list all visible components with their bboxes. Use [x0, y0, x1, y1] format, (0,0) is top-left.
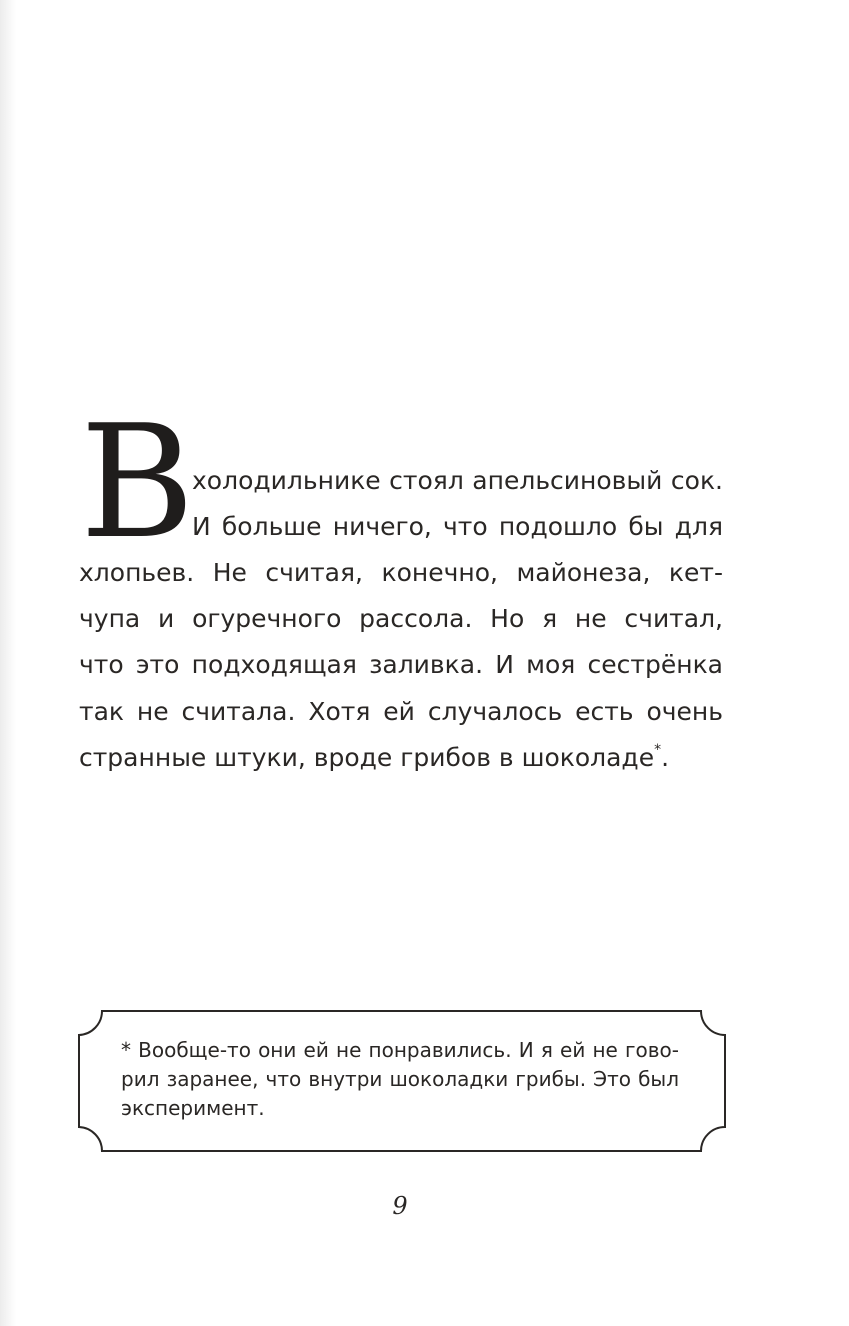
footnote-line-1: * Вообще-то они ей не понравились. И я ей не гово-: [121, 1038, 679, 1062]
body-line-4: чупа и огуречного рассола. Но я не считал,: [79, 604, 723, 633]
page-number: 9: [392, 1192, 408, 1220]
sentence-end: .: [661, 743, 670, 772]
body-line-7-text: странные штуки, вроде грибов в шоколаде: [79, 743, 655, 772]
footnote-line-2: рил заранее, что внутри шоколадки грибы. Это был: [121, 1067, 679, 1091]
body-line-5: что это подходящая заливка. И моя сестрёнка: [79, 650, 723, 679]
body-line-2: И больше ничего, что подошло бы для: [192, 512, 723, 541]
page-edge-shadow: [0, 0, 16, 1326]
body-line-6: так не считала. Хотя ей случалось есть очень: [79, 697, 723, 726]
body-line-1: холодильнике стоял апельсиновый сок.: [192, 466, 723, 495]
body-line-3: хлопьев. Не считая, конечно, майонеза, кет-: [79, 558, 723, 587]
drop-cap: В: [80, 391, 195, 573]
body-line-7: [79, 743, 723, 773]
footnote-line-3: эксперимент.: [121, 1096, 265, 1120]
footnote-reference[interactable]: *: [654, 742, 662, 758]
footnote: [121, 1036, 679, 1123]
